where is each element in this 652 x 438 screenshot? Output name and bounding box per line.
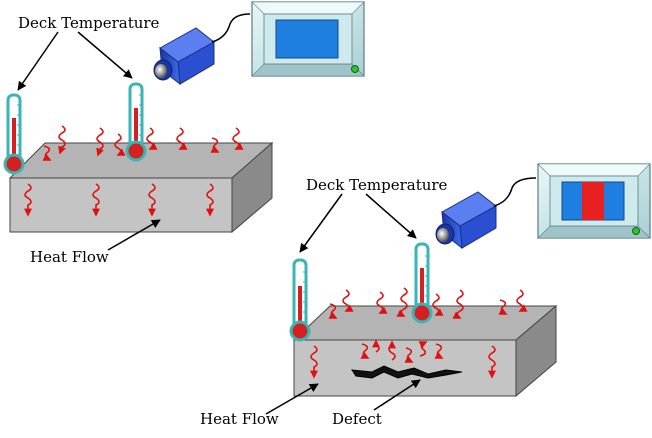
hot-spot	[582, 182, 604, 220]
bottom-deck-temp-leader-right	[366, 194, 416, 238]
top-deck-temperature-label: Deck Temperature	[18, 14, 160, 32]
top-deck-temp-leader-left	[18, 32, 58, 90]
top-heat-flow-label: Heat Flow	[30, 248, 109, 266]
top-thermal-monitor	[252, 2, 364, 76]
defect-label: Defect	[332, 410, 382, 428]
bottom-deck-temp-leader-left	[300, 194, 342, 252]
bottom-deck-temperature-label: Deck Temperature	[306, 176, 448, 194]
bottom-scene	[200, 164, 650, 428]
top-scene	[5, 2, 364, 266]
top-thermometer-left	[5, 95, 23, 173]
bottom-ir-camera	[436, 178, 536, 248]
top-ir-camera	[154, 14, 250, 84]
bottom-thermometer-left	[291, 260, 309, 340]
bottom-thermal-monitor	[538, 164, 650, 238]
top-thermometer-right	[127, 84, 145, 160]
top-deck-temp-leader-right	[78, 32, 132, 78]
bottom-heat-flow-label: Heat Flow	[200, 410, 279, 428]
bottom-thermometer-right	[413, 244, 431, 322]
